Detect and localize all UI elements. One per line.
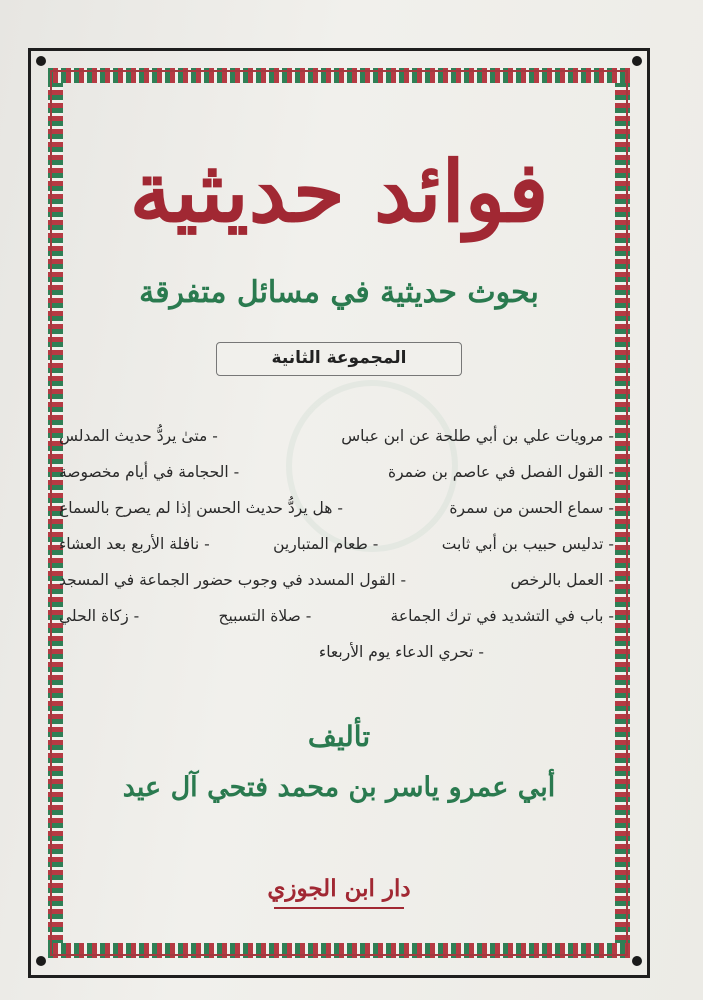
topic-item: - طعام المتبارين (273, 535, 379, 553)
topic-item: - القول الفصل في عاصم بن ضمرة (387, 463, 614, 481)
topic-item: - تحري الدعاء يوم الأربعاء (318, 643, 484, 661)
topic-row (59, 418, 614, 454)
topic-item: - القول المسدد في وجوب حضور الجماعة في المسجد (59, 571, 407, 589)
topics-list (59, 418, 614, 670)
topic-item: - متىٰ يردُّ حديث المدلس (59, 427, 218, 445)
topic-item: - زكاة الحلي (59, 607, 140, 625)
topic-item: - صلاة التسبيح (218, 607, 312, 625)
topic-item: - هل يردُّ حديث الحسن إذا لم يصرح بالسماع (59, 499, 343, 517)
publisher-underline (274, 907, 404, 909)
topic-row (59, 526, 614, 562)
topic-row (59, 562, 614, 598)
topic-row (59, 598, 614, 634)
corner-dot-bottom-right (632, 956, 642, 966)
topic-item: - مرويات علي بن أبي طلحة عن ابن عباس (341, 427, 614, 445)
topic-item: - سماع الحسن من سمرة (449, 499, 614, 517)
author-label: تأليف (307, 720, 371, 753)
topic-item: - تدليس حبيب بن أبي ثابت (441, 535, 614, 553)
corner-dot-top-left (36, 56, 46, 66)
author-name: أبي عمرو ياسر بن محمد فتحي آل عيد (122, 772, 556, 803)
corner-dot-top-right (632, 56, 642, 66)
topic-item: - الحجامة في أيام مخصوصة (59, 463, 240, 481)
topic-item: - باب في التشديد في ترك الجماعة (390, 607, 614, 625)
book-subtitle: بحوث حديثية في مسائل متفرقة (139, 275, 539, 310)
cover-content (56, 80, 622, 950)
volume-label: المجموعة الثانية (216, 342, 462, 376)
topic-item: - العمل بالرخص (510, 571, 614, 589)
topic-item: - نافلة الأربع بعد العشاء (59, 535, 210, 553)
corner-dot-bottom-left (36, 956, 46, 966)
topic-row (59, 454, 614, 490)
publisher-name: دار ابن الجوزي (267, 875, 411, 902)
topic-row (59, 634, 614, 670)
topic-row (59, 490, 614, 526)
book-title: فوائد حديثية (129, 142, 549, 241)
